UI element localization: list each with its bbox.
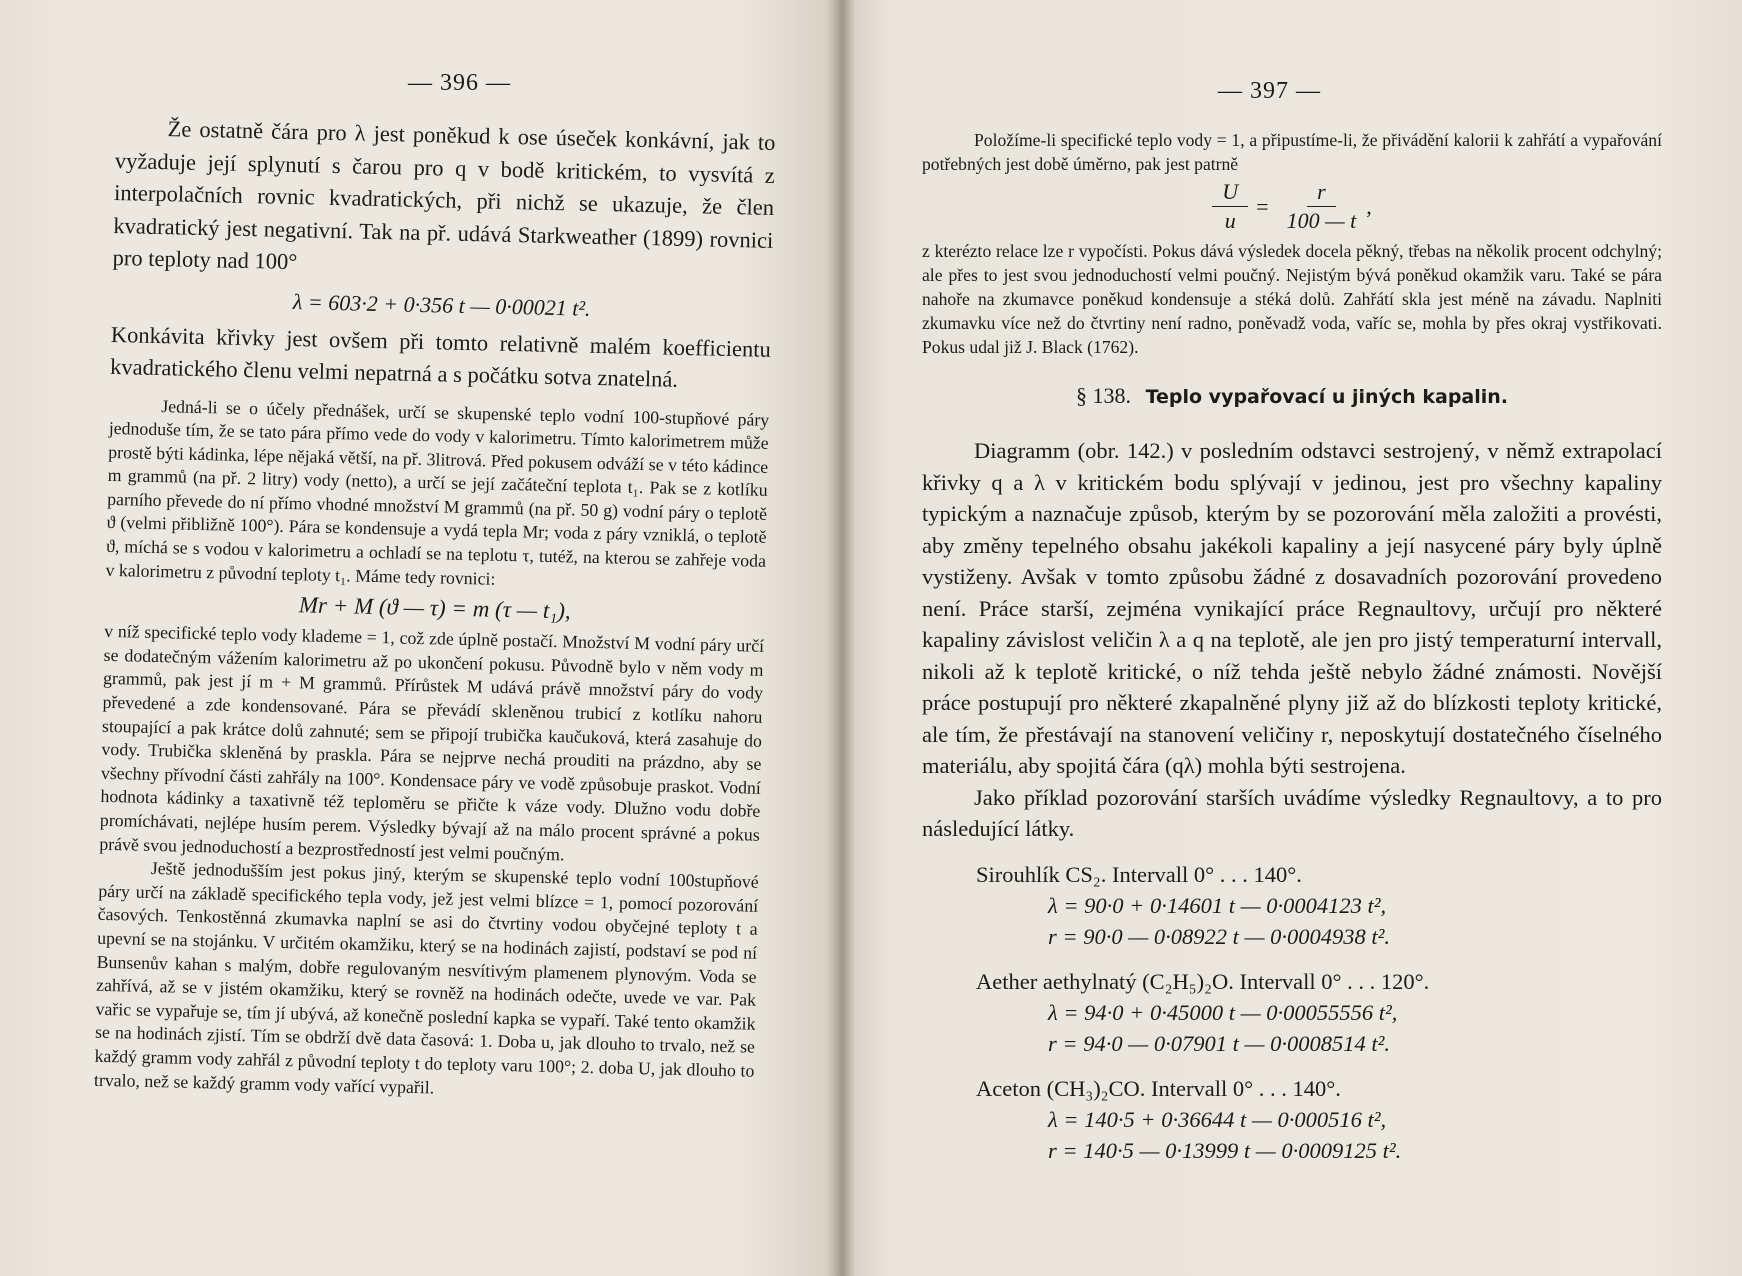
formula: λ = 603·2 + 0·356 t — 0·00021 t². bbox=[292, 288, 591, 321]
paragraph-small: Položíme-li specifické teplo vody = 1, a připustíme-li, že přivádění kalorii k zahřátí a vypařování potřebných jest době úměrno, pak jest patrně bbox=[922, 130, 1662, 174]
paragraph-small: Jedná-li se o účely přednášek, určí se skupenské teplo vodní 100-stupňové páry jednoduše tím, že se tato pára přímo vede do vody v kalorimetru. Tímto kalorimetrem může prostě býti kádinka, lépe nějaká větší, na př. 3litrová. Před pokusem odváží se v této kádince m grammů (na př. 2 litry) vody (netto), a určí se její začáteční teplota t₁. Pak se z kotlíku parního převede do ní přímo vhodné množství M grammů (na př. 50 g) vodní páry o teplotě ϑ (velmi přibližně 100°). Pára se kondensuje a vydá tepla Mr; voda z páry vzniklá, o teplotě ϑ, míchá se s vodou v kalorimetru a ochladí se na teplotu τ, tutéž, na kterou se zahřeje voda v kalorimetru z původní teploty t₁. Máme tedy rovnici: bbox=[105, 395, 770, 589]
lambda-equation: λ = 140·5 + 0·36644 t — 0·000516 t², bbox=[1048, 1106, 1387, 1132]
substance-block bbox=[922, 1073, 1662, 1166]
formula: Mr + M (ϑ — τ) = m (τ — t₁), bbox=[298, 592, 571, 624]
paragraph-small: Ještě jednodušším jest pokus jiný, kterým se skupenské teplo vodní 100stupňové páry určí na základě specifického tepla vody, jež jest velmi blízce = 1, pomocí pozorování časových. Tenkostěnná zkumavka naplní se asi do čtvrtiny vodou obyčejné teploty t a upevní se na stojánku. V určitém okamžiku, který se na hodinách zajistí, podstaví se pod ní Bunsenův kahan s malým, dobře regulovaným nesvítivým plamenem plynovým. Voda se zahřívá, až se v jistém okamžiku, který se rovněž na hodinách odečte, uvede ve var. Pak vařic se vypařuje se, tím jí ubývá, až konečně poslední kapka se vypaří. Také tento okamžik se na hodinách zjistí. Tím se obdrží dvě data časová: 1. Doba u, jak dlouho to trvalo, než se každý gramm vody zahřál z původní teploty t do teploty varu 100°; 2. doba U, jak dlouho to trvalo, než se každý gramm vody vařící vypařil. bbox=[93, 858, 759, 1097]
substance-header: Aceton (CH₃)₂CO. Intervall 0° . . . 140°. bbox=[976, 1075, 1341, 1101]
paragraph: Diagramm (obr. 142.) v posledním odstavci sestrojený, v němž extrapolací křivky q a λ v kritickém bodu splývají v jedinou, jest pro všechny kapaliny typickým a naznačuje způsob, kterým by se pozorování měla založiti a provésti, aby změny tepelného obsahu jakékoli kapaliny a její nasycené páry byly úplně vystiženy. Avšak v tomto způsobu žádné z dosavadních pozorování provedeno není. Práce starší, zejména vynikající práce Regnaultovy, určují pro některé kapaliny závislost veličin λ a q na teplotě, ale jen pro jistý temperaturní intervall, nikoli až k teplotě kritické, o níž tehda ještě nebylo žádné známosti. Novější práce postupují pro některé zkapalněné plyny již až do blízkosti teploty kritické, ale tím, že přestávají na stanovení veličiny r, neposkytují dostatečného číselného materiálu, aby spojitá čára (qλ) mohla býti sestrojena. bbox=[922, 438, 1662, 778]
fraction bbox=[1277, 178, 1367, 235]
lambda-equation: λ = 94·0 + 0·45000 t — 0·00055556 t², bbox=[1048, 999, 1398, 1025]
fraction bbox=[1212, 178, 1248, 235]
section-title: Teplo vypařovací u jiných kapalin. bbox=[1145, 386, 1509, 408]
section-heading bbox=[922, 383, 1662, 409]
r-equation: r = 94·0 — 0·07901 t — 0·0008514 t². bbox=[1048, 1030, 1390, 1056]
denominator: u bbox=[1224, 208, 1236, 233]
right-page bbox=[838, 0, 1742, 1276]
section-number: § 138. bbox=[1075, 383, 1131, 408]
fraction-formula bbox=[922, 178, 1662, 235]
numerator: r bbox=[1307, 178, 1336, 207]
substance-header: Sirouhlík CS₂. Intervall 0° . . . 140°. bbox=[976, 861, 1302, 887]
numerator: U bbox=[1212, 178, 1248, 207]
substance-block bbox=[922, 859, 1662, 952]
equals-sign: = bbox=[1256, 193, 1269, 219]
paragraph-small: z kterézto relace lze r vypočísti. Pokus dává výsledek docela pěkný, třebas na několik procent odchylný; ale přes to jest svou jednoduchostí velmi poučný. Nejistým bývá poněkud okamžik varu. Také se pára nahoře na zkumavce poněkud kondensuje a stéká dolů. Zahřátí skla jest méně na závadu. Naplniti zkumavku více než do čtvrtiny není radno, poněvadž voda, vaříc se, mohla by přes okraj vystřikovati. Pokus udal již J. Black (1762). bbox=[922, 241, 1662, 357]
lambda-equation: λ = 90·0 + 0·14601 t — 0·0004123 t², bbox=[1048, 892, 1387, 918]
punctuation: , bbox=[1366, 193, 1372, 219]
left-page bbox=[0, 0, 838, 1276]
r-equation: r = 140·5 — 0·13999 t — 0·0009125 t². bbox=[1048, 1137, 1402, 1163]
page-number: — 397 — bbox=[1218, 78, 1321, 104]
denominator: 100 — t bbox=[1286, 208, 1357, 233]
paragraph-small: v níž specifické teplo vody klademe = 1, což zde úplně postačí. Množství M vodní páry určí se dodatečným vážením kalorimetru až po ukončení pokusu. Původně bylo v něm vody m grammů, pak jest jí m + M grammů. Přírůstek M udává právě množství páry do vody převedené a zde kondensované. Pára se převádí skleněnou trubicí z kotlíku nahoru stoupající a pak krátce dolů zahnuté; sem se připojí trubička kaučuková, která zasahuje do vody. Trubička skleněná by praskla. Pára se nejprve nechá prouditi na prázdno, aby se všechny přívodní části zahřály na 100°. Kondensace páry ve vodě způsobuje praskot. Vodní hodnota kádinky a taxativně též teploměru se přičte k váze vody. Dlužno vodu dobře promíchávati, nejlépe husím perem. Výsledky bývají až na málo procent správné a pokus právě svou jednoduchostí a bezprostředností jest velmi poučným. bbox=[99, 621, 765, 864]
paragraph: Konkávita křivky jest ovšem při tomto relativně malém koefficientu kvadratického členu velmi nepatrná a s počátku sotva znatelná. bbox=[109, 321, 772, 392]
paragraph: Že ostatně čára pro λ jest poněkud k ose úseček konkávní, jak to vyžaduje její splynutí s čarou pro q v bodě kritickém, to vysvítá z interpolačních rovnic kvadratických, při nichž se ukazuje, že člen kvadratický jest negativní. Tak na př. udává Starkweather (1899) rovnici pro teploty nad 100° bbox=[112, 116, 776, 275]
r-equation: r = 90·0 — 0·08922 t — 0·0004938 t². bbox=[1048, 923, 1390, 949]
page-number: — 396 — bbox=[408, 70, 511, 96]
substance-block bbox=[922, 966, 1662, 1059]
left-page-text bbox=[94, 112, 776, 1107]
right-page-text bbox=[922, 128, 1662, 1166]
substance-header: Aether aethylnatý (C₂H₅)₂O. Intervall 0° . . . 120°. bbox=[976, 968, 1430, 994]
paragraph: Jako příklad pozorování starších uvádíme výsledky Regnaultovy, a to pro následující látky. bbox=[922, 784, 1662, 841]
